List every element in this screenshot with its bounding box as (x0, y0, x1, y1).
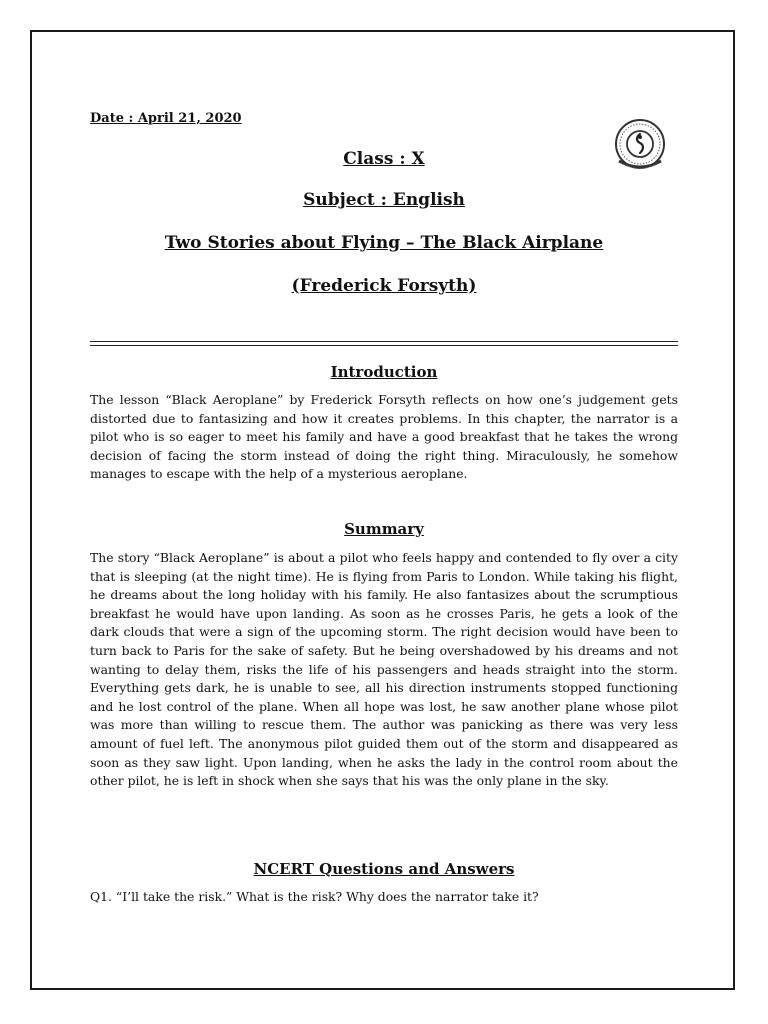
author-heading: (Frederick Forsyth) (291, 276, 477, 296)
subject-heading: Subject : English (303, 190, 465, 210)
question-1: Q1. “I’ll take the risk.” What is the risk? Why does the narrator take it? (90, 889, 539, 904)
lesson-title: Two Stories about Flying – The Black Airplane (164, 233, 604, 253)
introduction-paragraph: The lesson “Black Aeroplane” by Frederick Forsyth reflects on how one’s judgement gets distorted due to fantasizing and how it creates problems. In this chapter, the narrator is a pilot who is so eager to meet his family and have a good breakfast that he takes the wrong decision of facing the storm instead of doing the right thing. Miraculously, he somehow manages to escape with the help of a mysterious aeroplane. (90, 392, 678, 482)
class-heading: Class : X (343, 149, 425, 169)
summary-paragraph: The story “Black Aeroplane” is about a pilot who feels happy and contended to fly over a city that is sleeping (at the night time). He is flying from Paris to London. While taking his flight, he dreams about the long holiday with his family. He also fantasizes about the scrumptious breakfast he would have upon landing. As soon as he crosses Paris, he gets a look of the dark clouds that were a sign of the upcoming storm. The right decision would have been to turn back to Paris for the sake of safety. But he being overshadowed by his dreams and not wanting to delay them, risks the life of his passengers and heads straight into the storm. Everything gets dark, he is unable to see, all his direction instruments stopped functioning and he lost control of the plane. When all hope was lost, he saw another plane whose pilot was more than willing to rescue them. The author was panicking as there was very less amount of fuel left. The anonymous pilot guided them out of the storm and disappeared as soon as they saw light. Upon landing, when he asks the lady in the control room about the other pilot, he is left in shock when she says that his was the only plane in the sky. (90, 550, 678, 789)
divider-line-bottom (90, 345, 678, 346)
introduction-heading: Introduction (330, 363, 438, 381)
ncert-heading: NCERT Questions and Answers (253, 860, 515, 878)
date-line: Date : April 21, 2020 (90, 111, 242, 126)
divider-line-top (90, 341, 678, 342)
summary-heading: Summary (344, 520, 424, 538)
